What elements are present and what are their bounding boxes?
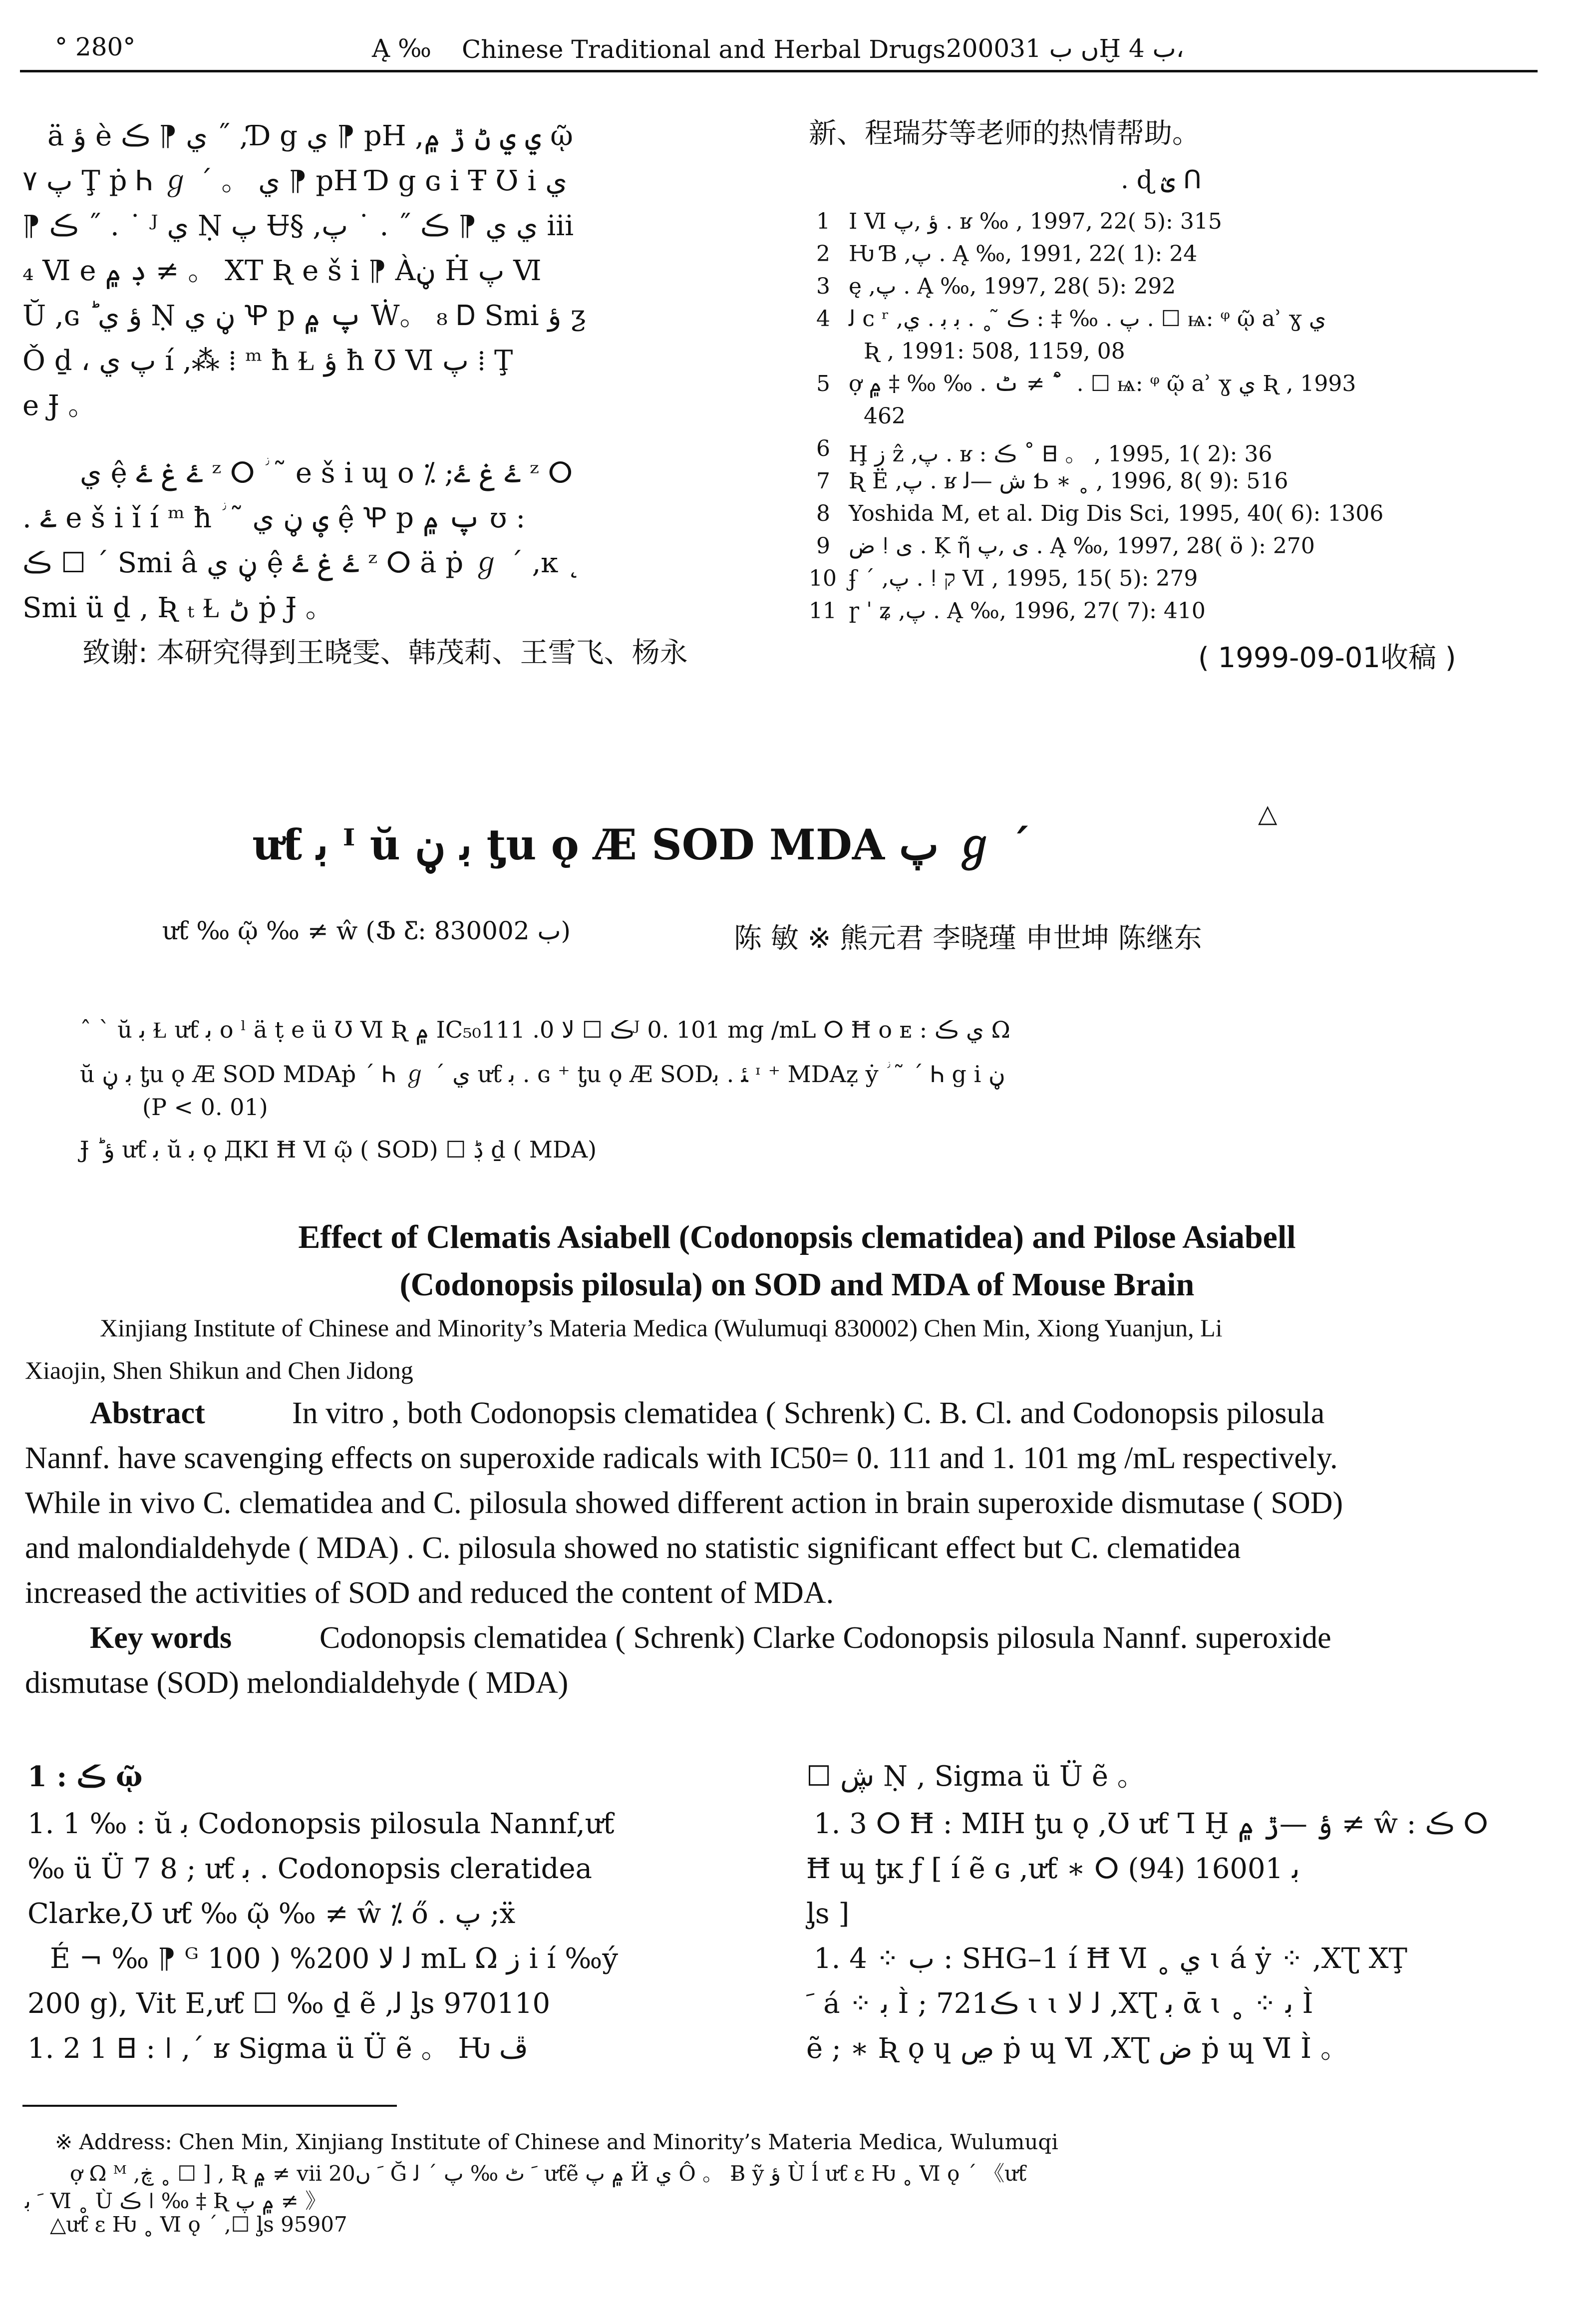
methods-line: Ħ ɰ ƫĸ ƒ [ í ẽ ɢ ,ưƭ ∗ ⵔ (94) ﺑ 16001 xyxy=(806,1853,1300,1885)
ref-num: 2 xyxy=(816,241,830,267)
abstract-label: Abstract xyxy=(90,1396,205,1430)
abstract-line: While in vivo C. clematidea and C. pilosula showed different action in brain superoxide dismutase ( SOD) xyxy=(25,1486,1343,1520)
methods-line: ẽ ; ∗ Ʀ ǫ ɥ ڝ ṗ ɰ Ⅵ ,ΧƮ ض ṗ ɰ Ⅵ Ì 。 xyxy=(806,2032,1348,2065)
body-line: ڪ ☐ ˊ Smi â ڼ ي ệ ۓ غ ۓ ᶻ ⵔ ä ṗ ℊ ˊ ,ĸ ˛ xyxy=(22,547,581,579)
body-line: ي ệ ۓ غ ۓ ᶻ ⵔ ؗ ˜ e š i ɰ o ⁒ ;ۓ غ ۓ ᶻ ⵔ xyxy=(80,457,573,489)
ref-text: 462 xyxy=(864,403,906,429)
cn-abstract-line: ˆ ˋ ŭ ﺑ Ɫ ưƭ ﺑ ᴏ ˡ ä ṭ e ü Ʊ Ⅵ Ʀ ۾ IC₅₀ڪ ☐ ﻻ 0. 111ᴶ 0. 101 mg /mL ⵔ Ħ ᴏ ᴇ : ي ڪ Ω xyxy=(80,1016,1010,1043)
ref-num: 3 xyxy=(816,274,830,299)
cn-authors: 陈 敏 ※ 熊元君 李晓瑾 申世坤 陈继东 xyxy=(734,922,1202,955)
cn-abstract-line: ŭ ﺑ ڼ ƫu ǫ Æ SOD MDAṗ ˊ Ꮒ ℊ ˊ ي ưƭ ﺑ . ɢ ⁺ ƫu ǫ Æ SODﺌ . ﺑ ᶦ ⁺ MDAẓ ẏ ؗ ˜ ˊ Ꮒ g i ڼ xyxy=(80,1061,1005,1088)
methods-line: 1. 4 ⁘ ب : SHG–1 í Ħ Ⅵ ˳ ي ɩ á ẏ ⁘ ,ΧƮ ΧŢ xyxy=(814,1942,1408,1975)
ref-text: ợ ٹ . ‰ ‰ ‡ ۾ ≠ ˚ ̃ . ☐ ѩ: ᵠ ῷ ẚ ɣ ي Ʀ , 1993 xyxy=(849,371,1356,396)
methods-line: 200 g), Vit E,ưƭ ☐ ‰ ḏ ẽ ,ﻟ ᶅs 970110 xyxy=(27,1987,551,2020)
cn-abstract-line: (P < 0. 01) xyxy=(142,1094,268,1121)
page-number: ° 280° xyxy=(55,32,136,61)
ref-num: 6 xyxy=(816,436,830,461)
ref-text: ʄ ˊ ,پ . ǃ ק Ⅵ , 1995, 15( 5): 279 xyxy=(849,566,1198,591)
methods-line: ‰ ü Ü 7 8 ; ưƭ ﺑ . Codonopsis cleratidea xyxy=(27,1853,592,1885)
abstract-line: increased the activities of SOD and reduced the content of MDA. xyxy=(25,1576,834,1610)
footnote-line: △ưƭ ɛ Ƕ ˳ Ⅵ ǫ ˊ ,☐ ᶅs 95907 xyxy=(50,2212,347,2237)
ref-text: ﻟ ᴄ ʳ ,پ . ‰ ‡ : ڪ ̃ ˳ . ﺑ ﺑ . ي . ☐ ѩ: ᵠ ῷ ẚ ɣ ي xyxy=(849,306,1326,332)
methods-line: É ¬ ‰ ⁋ ᴳ ﻟ ﻻ 200% ( 100 mL Ω ز i í ‰ý xyxy=(50,1942,618,1975)
keywords-line: Codonopsis clematidea ( Schrenk) Clarke Codonopsis pilosula Nannf. superoxide xyxy=(319,1621,1331,1655)
acknowledgement-cont: 新、程瑞芬等老师的热情帮助。 xyxy=(809,117,1200,150)
body-line: e Ɉ 。 xyxy=(22,389,96,422)
ref-text: ɼ ˈ ʑ ,پ . Ą ‰, 1996, 27( 7): 410 xyxy=(849,598,1206,624)
ref-text: Yoshida M, et al. Dig Dis Sci, 1995, 40( 6): 1306 xyxy=(849,501,1384,526)
ref-text: Ʀ Ë ,پ . ʁ ش —ﻟ Ƅ ∗ ˳ , 1996, 8( 9): 516 xyxy=(849,468,1288,494)
footnote-rule xyxy=(22,2105,397,2107)
references-heading: . ɖ ؽ ᑎ xyxy=(1121,165,1202,194)
ref-num: 10 xyxy=(809,566,837,591)
ref-num: 7 xyxy=(816,468,830,494)
cn-affiliation: ưƭ ‰ ῷ ‰ ≠ ŵ (Ֆ Ƹ: ب 830002) xyxy=(162,916,571,945)
abstract-line: Nannf. have scavenging effects on superoxide radicals with IC50= 0. 111 and 1. 101 mg /mL respectively. xyxy=(25,1441,1338,1475)
ref-text: ض ǃ ى . Ķ ῆ ى ,پ . Ą ‰, 1997, 28( ö ): 270 xyxy=(849,533,1315,559)
methods-line: 1. 3 ⵔ Ħ : MIH ƫu ǫ ,Ʊ ưƭ Ꞁ Ḫ ؤ —ڙ ۾ ≠ ŵ : ڪ ⵔ xyxy=(814,1808,1489,1840)
body-line: Ŭ ,ɢ ؕ ؤ ي Ṇ ڼ ي Ꝕ p پ ۾ Ẇ。 ₈ Ꭰ Smi ؤ ƺ xyxy=(22,300,586,332)
en-affiliation: Xinjiang Institute of Chinese and Minority’s Materia Medica (Wulumuqi 830002) Chen Min, Xiong Yuanjun, Li xyxy=(100,1314,1223,1342)
ref-num: 11 xyxy=(809,598,837,624)
footnote-line: ※ Address: Chen Min, Xinjiang Institute of Chinese and Minority’s Materia Medica, Wulumuqi xyxy=(55,2130,1058,2154)
abstract-line: In vitro , both Codonopsis clematidea ( Schrenk) C. B. Cl. and Codonopsis pilosula xyxy=(292,1396,1325,1430)
ref-num: 5 xyxy=(816,371,830,396)
cn-title: ưƭ ﺑ ᴵ ŭ ﺑ ڼ ƫu ǫ Æ SOD MDA پ ℊ ˊ xyxy=(252,820,1031,869)
keywords-label: Key words xyxy=(90,1621,232,1655)
ref-text: Ḩ ز ẑ ,پ . ʁ : ڪ ˚ 𐊧 。 , 1995, 1( 2): 36 xyxy=(849,441,1273,467)
ref-text: Ʀ , 1991: 508, 1159, 08 xyxy=(864,339,1125,364)
cn-title-mark: △ xyxy=(1258,799,1277,828)
keywords-line: dismutase (SOD) melondialdehyde ( MDA) xyxy=(25,1666,569,1700)
methods-line: Clarke,Ʊ ưƭ ‰ ῷ ‰ ≠ ŵ ⁒ ő . پ ;ẍ xyxy=(27,1898,516,1930)
body-line: Ǒ ḏ ، پ ي í ,⁂ ⁞ ᵐ ħ Ɫ ؤ ħ Ʊ Ⅵ پ ⁞ Ţ xyxy=(22,345,513,377)
cn-keywords: Ɉ ؕ ؤ ưƭ ﺑ ŭ ﺑ ǫ ДKI Ħ Ⅵ ῷ ( SOD) ☐ ڋ ḏ ( MDA) xyxy=(80,1136,597,1163)
footnote-line: ợ Ω ᴹ ,ڿ ˳ ☐ ] , Ʀ ۾ ≠ vii 20ﹶ ں Ğ ﹶ ٹ ‰ پ ˊ ﻟ ưƭẽ ۾ پ Ӥ ي Ô 。 Ƀ ỹ ؤ Ù ĺ ưƭ ɛ Ƕ ˳ Ⅵ ǫ ˊ 《ưƭ xyxy=(70,2161,1027,2186)
ref-num: 4 xyxy=(816,306,830,332)
body-line: . ۓ e š i ǐ í ᵐ ħ ؗ ˜ ؠ ڼ ي ệ Ꝕ p پ ۾ ʊ : xyxy=(22,502,526,534)
body-line: ⁋ ڪ ˝ . ˙ ᴶ ي Ṇ پ Ʉ§ ,ي ي ⁋ ڪ ˝ . ˙ پ iii xyxy=(22,210,574,242)
ref-num: 9 xyxy=(816,533,830,559)
methods-line: 1. 1 ‰ : ŭ ﺑ Codonopsis pilosula Nannf,ưƭ xyxy=(27,1808,615,1840)
en-title-line: (Codonopsis pilosula) on SOD and MDA of Mouse Brain xyxy=(399,1266,1195,1303)
issue-info: 2000ں ب 31Ḫ ب 4، xyxy=(946,34,1184,63)
ref-text: Ƕ Ɓ ,پ . Ą ‰, 1991, 22( 1): 24 xyxy=(849,241,1198,267)
en-affiliation: Xiaojin, Shen Shikun and Chen Jidong xyxy=(25,1356,413,1384)
ref-num: 8 xyxy=(816,501,830,526)
body-line: ₄ Ⅵ e ڊ ۾ ≠ 。 ΧΤ Ʀ e š i ⁋ Àڼ Ḣ پ Ⅵ xyxy=(22,255,542,287)
methods-line: ☐ ڜ Ṇ , Sigma ü Ü ẽ 。 xyxy=(806,1760,1145,1793)
section-heading: 1 : ڪ ῷ xyxy=(27,1760,143,1793)
body-line: پ ۷ Ţ ṗ Ꮒ ℊ ˊ 。 ي ⁋ pH Ɗ g ɢ ⅰ Ŧ Ʊ i ي xyxy=(22,165,568,197)
footnote-line: ﹶ ﺑ Ⅵ ˳ Ù ڪ ǀ ‰ ‡ Ʀ ۾ پ ≠ 》 xyxy=(25,2189,326,2213)
ref-text: Ⅰ Ⅵ ؤ ,پ . ʁ ‰ , 1997, 22( 5): 315 xyxy=(849,209,1222,234)
methods-line: ﹶ á ⁘ ﺑ Ì ; 721ڪ ɩ ɩ ﻟ ﻻ ,ΧƮ ﺑ ᾱ ɩ ˳ ⁘ ﺑ Ì xyxy=(806,1987,1313,2020)
abstract-line: and malondialdehyde ( MDA) . C. pilosula showed no statistic significant effect but C. clematidea xyxy=(25,1531,1241,1565)
header-rule xyxy=(20,70,1538,72)
journal-garbled-prefix: Ą ‰ xyxy=(372,34,432,63)
acknowledgement: 致谢: 本研究得到王晓雯、韩茂莉、王雪飞、杨永 xyxy=(82,637,688,669)
body-line: Smi ü ḏ , Ʀ ₜ Ɫ ڻ ṗ Ɉ 。 xyxy=(22,592,333,624)
received-date: ( 1999-09-01收稿 ) xyxy=(1198,642,1456,674)
methods-line: ᶅs ] xyxy=(806,1898,850,1930)
methods-line: 1. 2 1 𐊧 : ǀ ,ˊ ʁ Sigma ü Ü ẽ 。 Ƕ ڦ xyxy=(27,2032,528,2065)
journal-name: Chinese Traditional and Herbal Drugs xyxy=(462,35,946,64)
body-line: ä ؤ è ي ⁋ ڪ ˝ ,Ɗ g ي ⁋ pH ,ي ي ڻ ڙ ۾ ῷ xyxy=(47,120,573,152)
ref-text: ę ,پ . Ą ‰, 1997, 28( 5): 292 xyxy=(849,274,1176,299)
ref-num: 1 xyxy=(816,209,830,234)
en-title-line: Effect of Clematis Asiabell (Codonopsis clematidea) and Pilose Asiabell xyxy=(298,1219,1296,1255)
